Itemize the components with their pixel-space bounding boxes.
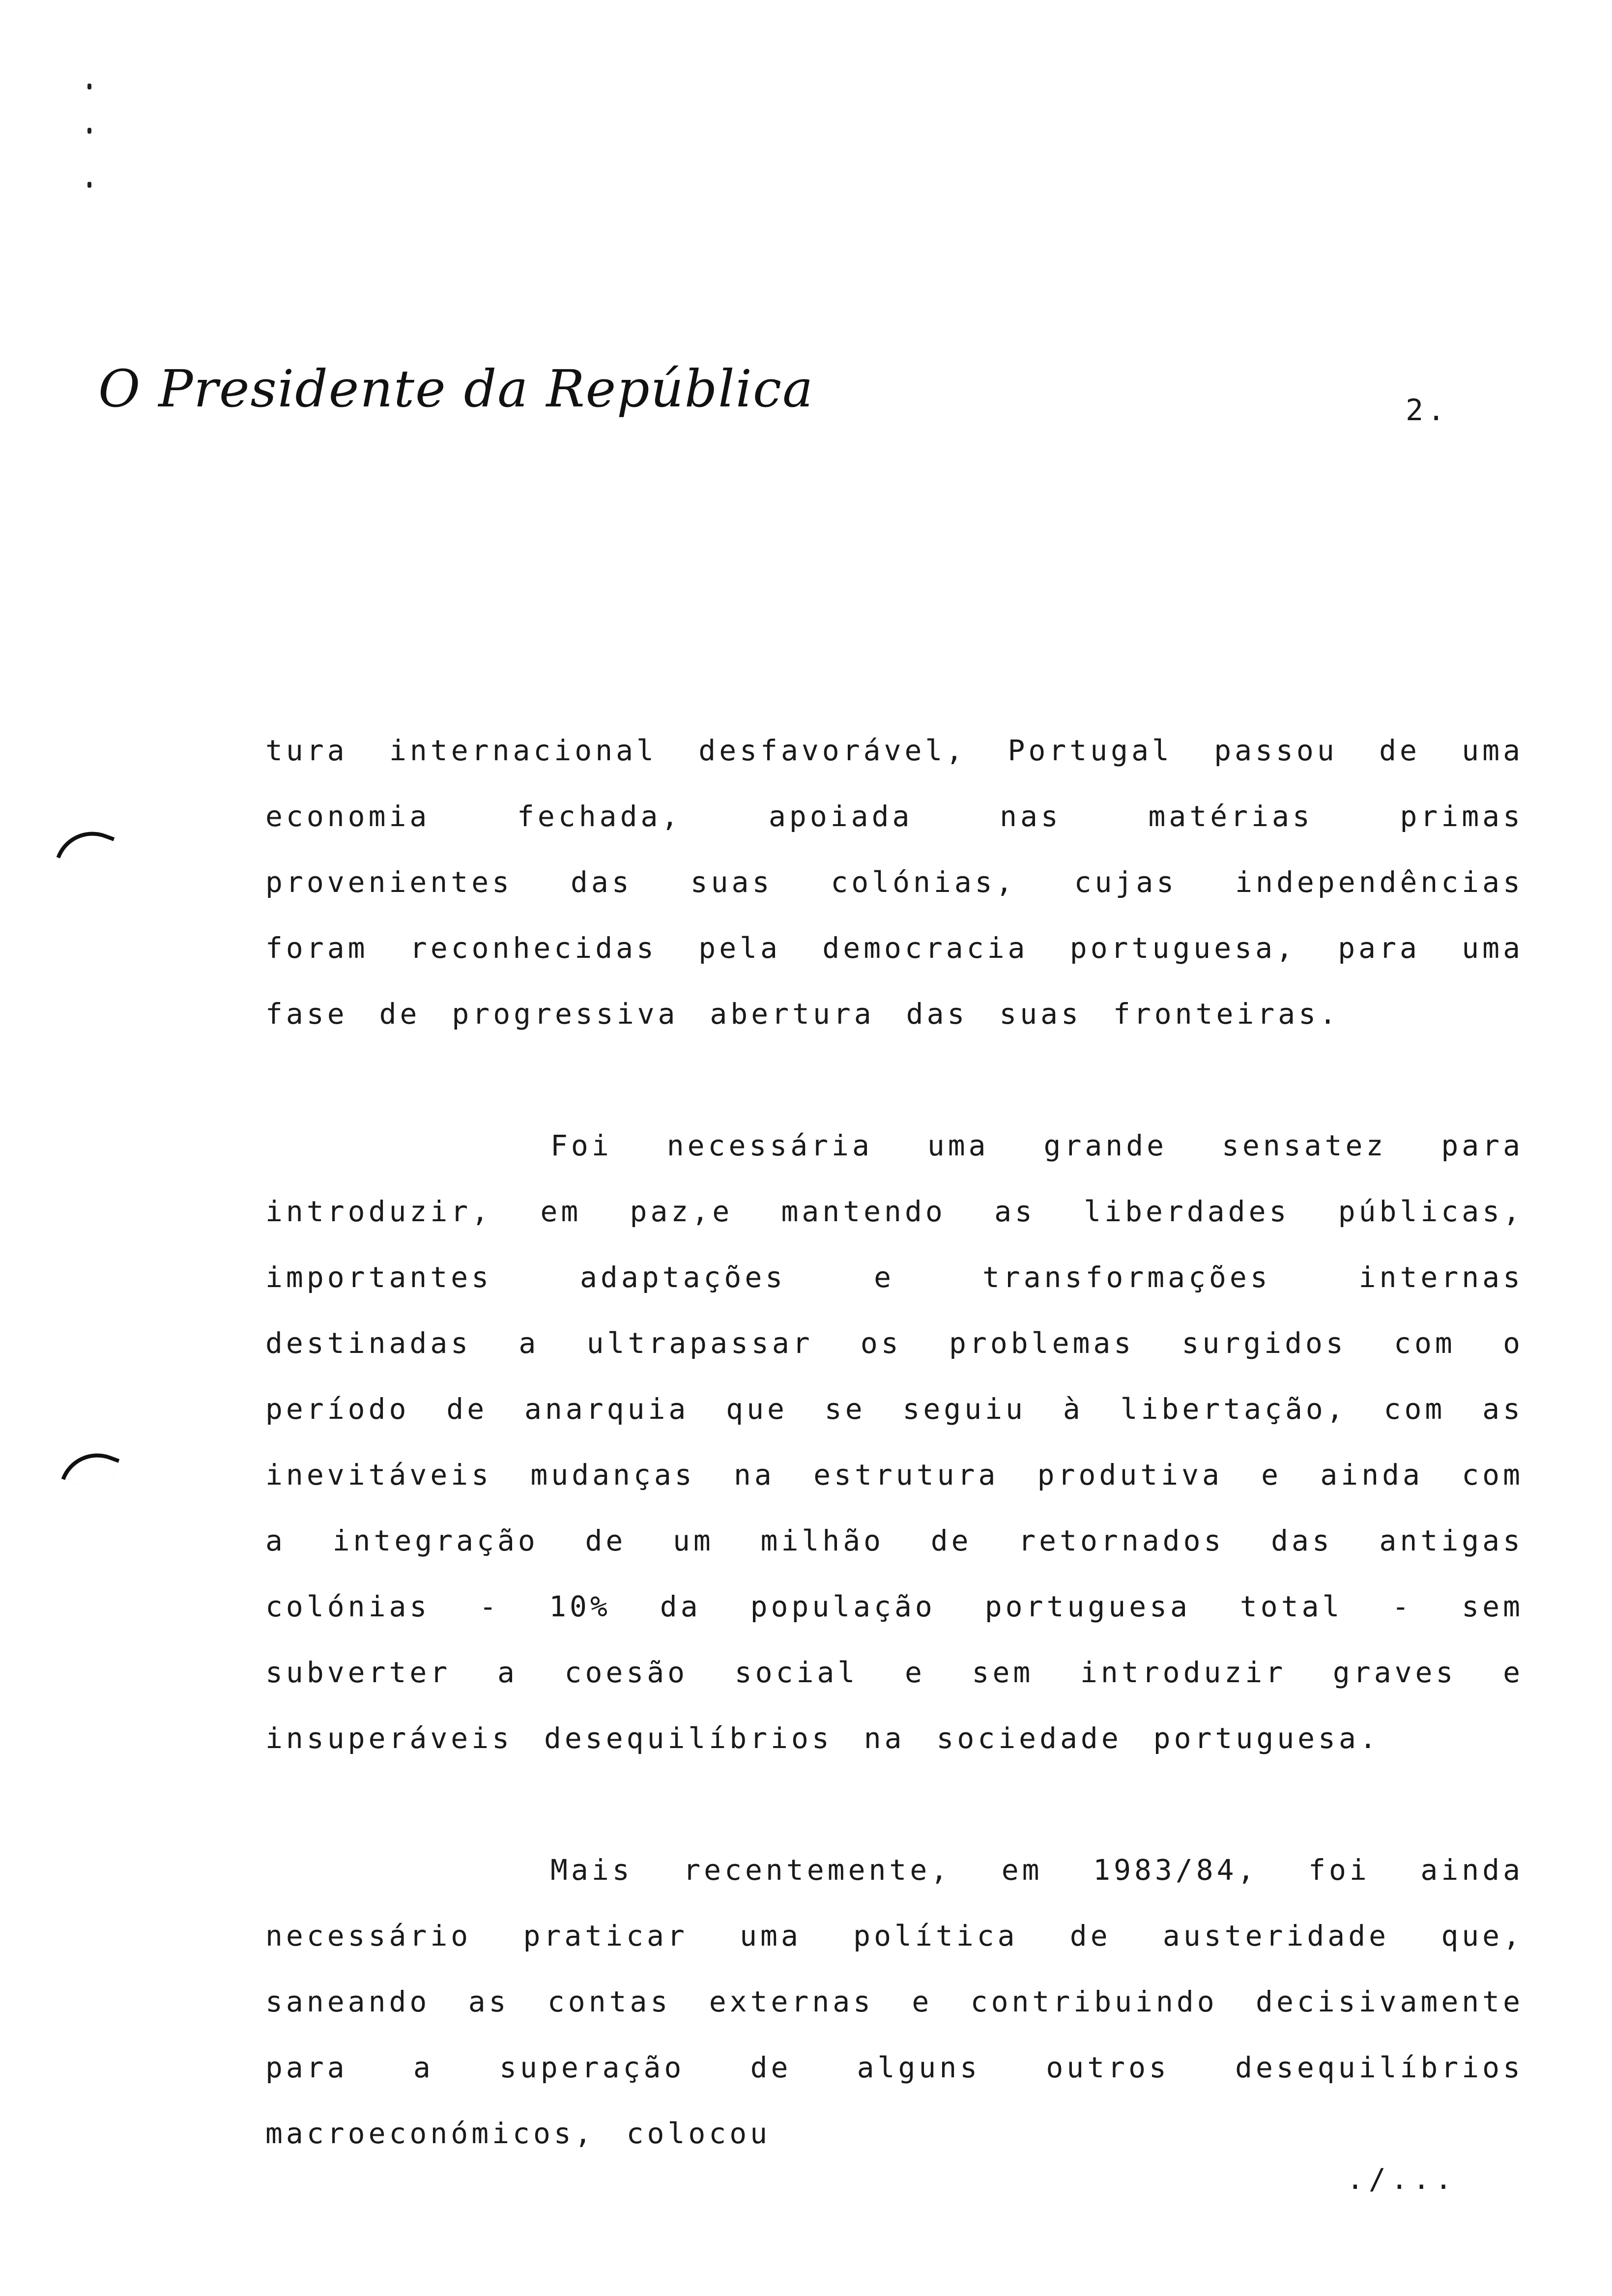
margin-mark <box>57 821 115 874</box>
page-number: 2. <box>1406 393 1449 428</box>
document-body <box>265 718 1524 2166</box>
paragraph: Mais recentemente, em 1983/84, foi ainda necessário praticar uma política de austeridade que, saneando as contas externas e contribuindo decisivamente para a superação de alguns outros desequilíbrios macroeconómicos, colocou <box>265 1853 1524 2150</box>
margin-mark <box>61 1443 120 1495</box>
letterhead-title: O Presidente da República <box>98 359 814 419</box>
paragraph: Foi necessária uma grande sensatez para introduzir, em paz,e mantendo as liberdades públicas, importantes adaptações e transformações internas destinadas a ultrapassar os problemas surgidos com o período de anarquia que se seguiu à libertação, com as inevitáveis mudanças na estrutura produtiva e ainda com a integração de um milhão de retornados das antigas colónias - 10% da população portuguesa total - sem subverter a coesão social e sem introduzir graves e insuperáveis desequilíbrios na sociedade portuguesa. <box>265 1129 1524 1755</box>
paragraph: tura internacional desfavorável, Portugal passou de uma economia fechada, apoiada nas matérias primas provenientes das suas colónias, cujas independências foram reconhecidas pela democracia portuguesa, para uma fase de progressiva abertura das suas fronteiras. <box>265 734 1524 1031</box>
margin-specks <box>87 84 97 201</box>
continuation-marker: ./... <box>1347 2162 1457 2196</box>
